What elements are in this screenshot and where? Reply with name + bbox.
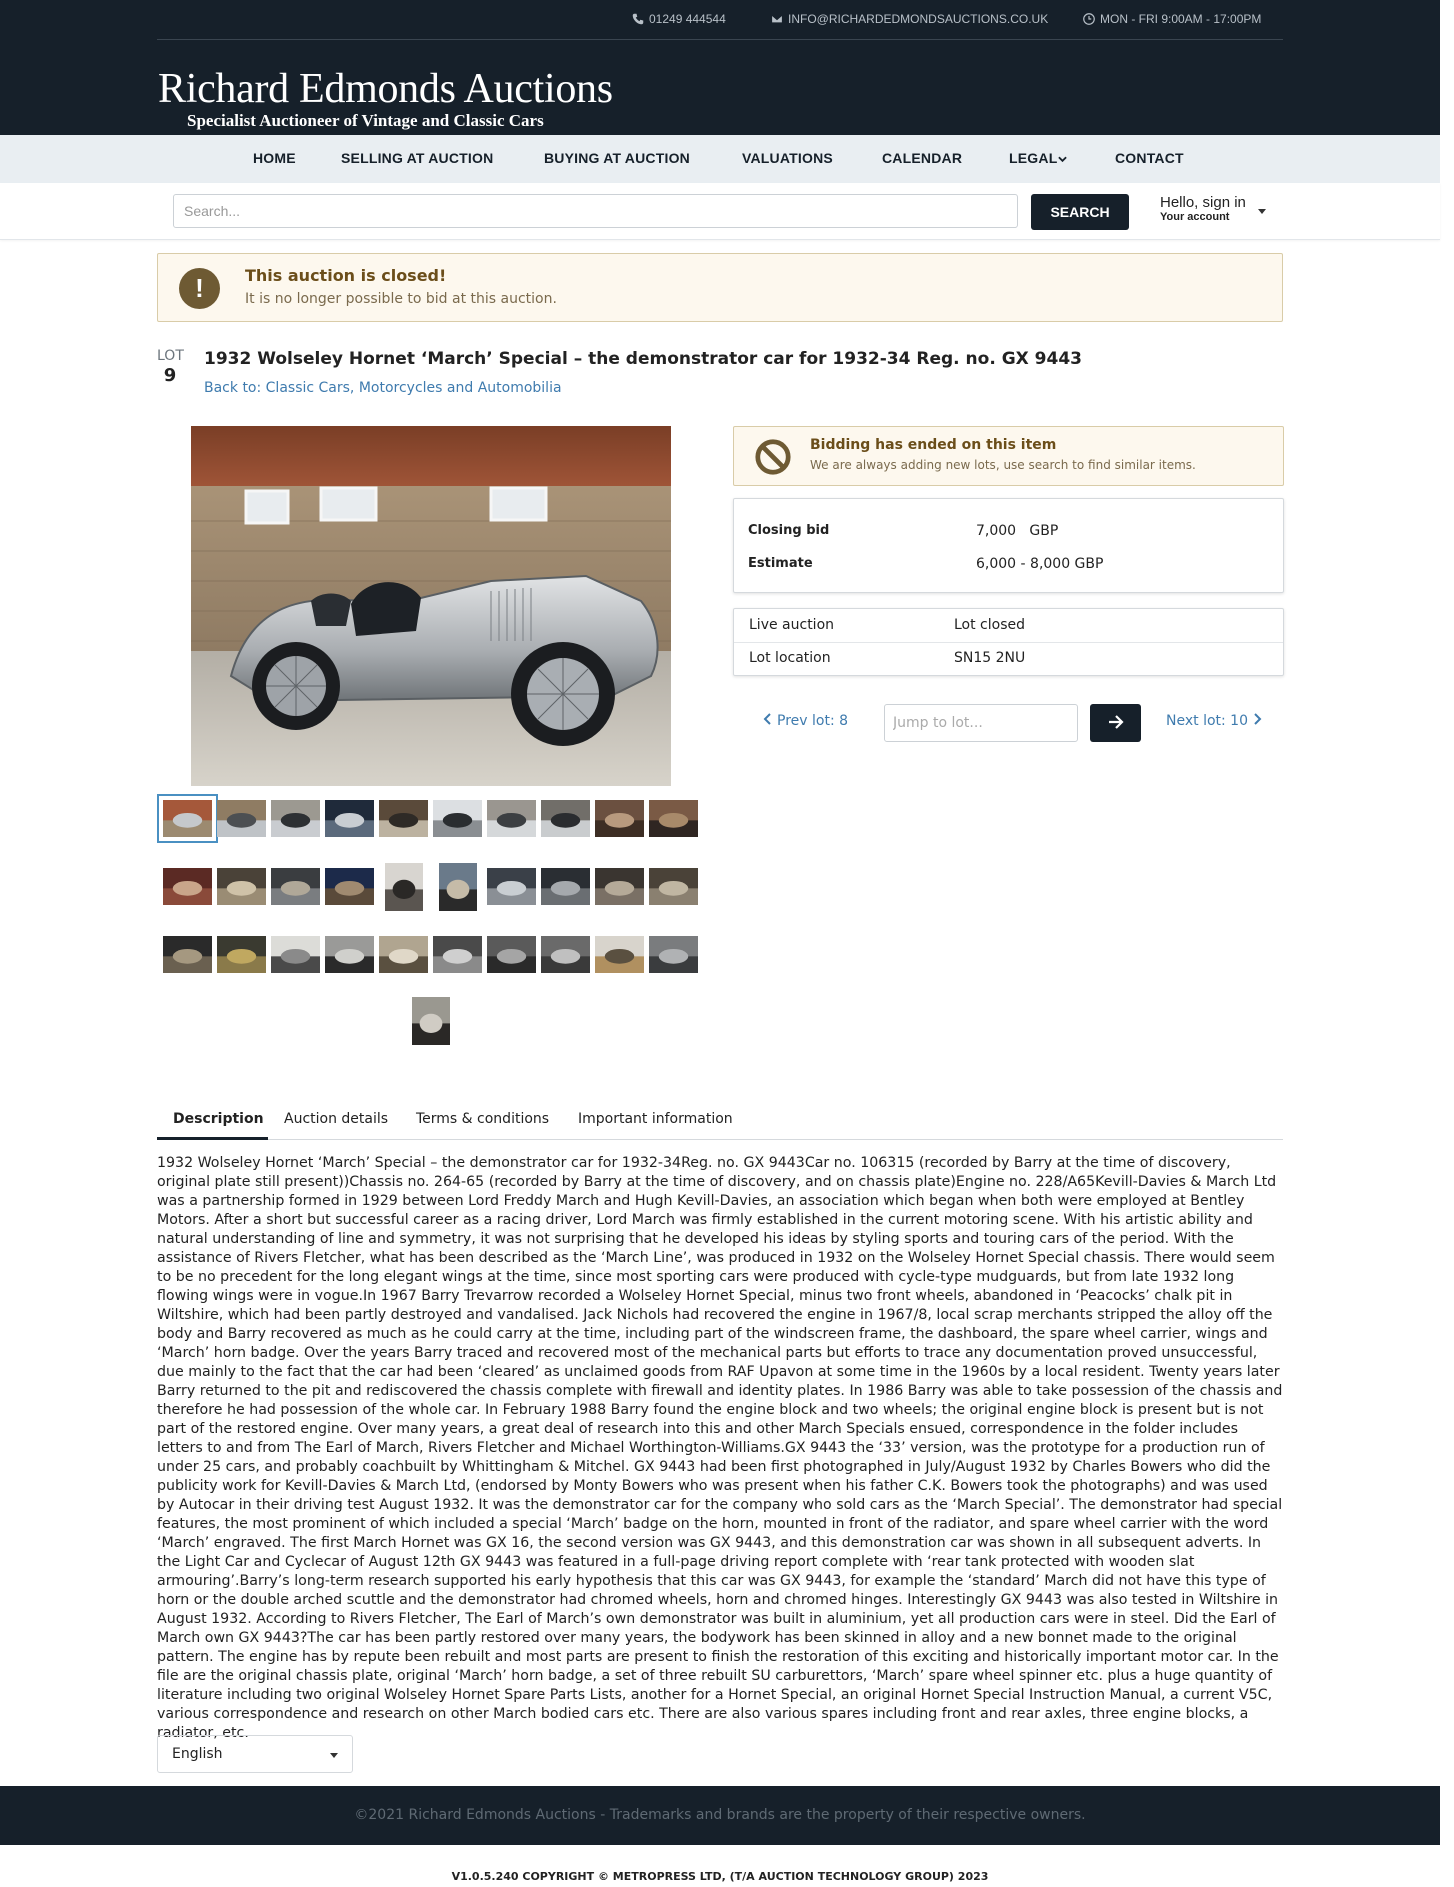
gallery-thumbnail[interactable] xyxy=(649,800,698,837)
footer-text: ©2021 Richard Edmonds Auctions - Trademarks and brands are the property of their respective owners. xyxy=(354,1807,1086,1823)
email-address: INFO@RICHARDEDMONDSAUCTIONS.CO.UK xyxy=(788,12,1049,26)
estimate-label: Estimate xyxy=(748,556,813,571)
back-to-auction-link[interactable]: Back to: Classic Cars, Motorcycles and Automobilia xyxy=(204,380,562,396)
gallery-thumbnail[interactable] xyxy=(412,997,450,1045)
nav-selling-at-auction[interactable]: SELLING AT AUCTION xyxy=(341,150,494,166)
estimate-value: 6,000 - 8,000 GBP xyxy=(976,556,1104,572)
live-auction-value: Lot closed xyxy=(954,617,1026,633)
gallery-thumbnail[interactable] xyxy=(325,800,374,837)
account-greeting: Hello, sign in xyxy=(1160,194,1246,211)
nav-valuations[interactable]: VALUATIONS xyxy=(742,150,833,166)
gallery-thumbnail[interactable] xyxy=(487,868,536,905)
alert-title: This auction is closed! xyxy=(245,266,447,285)
gallery-thumbnail[interactable] xyxy=(163,868,212,905)
bidding-ended-title: Bidding has ended on this item xyxy=(810,437,1057,453)
alert-text: It is no longer possible to bid at this auction. xyxy=(245,291,557,307)
caret-down-icon xyxy=(330,1753,338,1758)
gallery-thumbnail[interactable] xyxy=(595,868,644,905)
gallery-thumbnail[interactable] xyxy=(217,936,266,973)
closing-bid-label: Closing bid xyxy=(748,523,830,538)
next-lot-link[interactable] xyxy=(1166,713,1262,729)
prev-lot-link[interactable] xyxy=(763,713,848,729)
gallery-thumbnail[interactable] xyxy=(325,936,374,973)
gallery-thumbnail[interactable] xyxy=(541,936,590,973)
jump-to-lot-button[interactable] xyxy=(1090,704,1141,742)
tab-terms-conditions[interactable]: Terms & conditions xyxy=(416,1111,550,1127)
account-caret-icon[interactable] xyxy=(1258,209,1266,214)
email-contact[interactable] xyxy=(771,12,1048,26)
envelope-icon xyxy=(771,13,783,25)
active-tab-indicator xyxy=(157,1137,268,1140)
nav-legal[interactable] xyxy=(1009,150,1067,166)
gallery-thumbnail[interactable] xyxy=(433,800,482,837)
contact-bar xyxy=(157,0,1283,40)
prev-lot-label: Prev lot: 8 xyxy=(777,713,849,729)
gallery-thumbnail[interactable] xyxy=(439,863,477,911)
gallery-thumbnail[interactable] xyxy=(433,936,482,973)
hours-text: MON - FRI 9:00AM - 17:00PM xyxy=(1100,12,1262,26)
account-menu[interactable] xyxy=(1160,195,1246,223)
auction-closed-alert xyxy=(157,253,1283,322)
next-lot-label: Next lot: 10 xyxy=(1166,713,1248,729)
closing-bid-value: 7,000 GBP xyxy=(976,523,1059,539)
gallery-thumbnail[interactable] xyxy=(487,800,536,837)
language-selected: English xyxy=(172,1746,223,1762)
phone-contact[interactable] xyxy=(632,12,726,26)
gallery-thumbnail[interactable] xyxy=(379,936,428,973)
gallery-thumbnail[interactable] xyxy=(541,800,590,837)
gallery-thumbnail[interactable] xyxy=(217,800,266,837)
main-navigation xyxy=(0,135,1440,183)
nav-buying-at-auction[interactable]: BUYING AT AUCTION xyxy=(544,150,690,166)
phone-number: 01249 444544 xyxy=(649,12,726,26)
search-button[interactable]: SEARCH xyxy=(1031,194,1129,230)
chevron-down-icon xyxy=(1058,155,1067,163)
opening-hours xyxy=(1083,12,1261,26)
chevron-right-icon xyxy=(1253,713,1262,725)
gallery-thumbnail[interactable] xyxy=(163,936,212,973)
lot-tabs xyxy=(157,1100,1283,1140)
copyright-text: V1.0.5.240 COPYRIGHT © METROPRESS LTD, (T/A AUCTION TECHNOLOGY GROUP) 2023 xyxy=(451,1870,989,1883)
language-select[interactable] xyxy=(157,1735,353,1773)
site-logo[interactable] xyxy=(158,68,613,130)
gallery-thumbnail[interactable] xyxy=(487,936,536,973)
gallery-thumbnail[interactable] xyxy=(325,868,374,905)
bid-summary xyxy=(733,498,1284,593)
chevron-left-icon xyxy=(763,713,772,725)
live-auction-label: Live auction xyxy=(749,617,835,633)
car-photo xyxy=(191,426,671,786)
account-label: Your account xyxy=(1160,211,1230,223)
lot-title: 1932 Wolseley Hornet ‘March’ Special – the demonstrator car for 1932-34 Reg. no. GX 9443 xyxy=(204,349,1082,369)
gallery-thumbnail[interactable] xyxy=(649,868,698,905)
tab-auction-details[interactable]: Auction details xyxy=(284,1111,389,1127)
lot-label: LOT xyxy=(157,348,184,364)
search-bar xyxy=(0,183,1440,240)
lot-number: 9 xyxy=(163,365,177,386)
site-header xyxy=(0,0,1440,135)
gallery-thumbnail[interactable] xyxy=(271,800,320,837)
gallery-thumbnail[interactable] xyxy=(385,863,423,911)
gallery-thumbnail[interactable] xyxy=(271,936,320,973)
main-lot-image[interactable] xyxy=(191,426,671,786)
jump-to-lot-input[interactable] xyxy=(884,704,1078,742)
clock-icon xyxy=(1083,13,1095,25)
bidding-ended-alert xyxy=(733,426,1284,486)
tab-important-information[interactable]: Important information xyxy=(578,1111,733,1127)
gallery-thumbnail[interactable] xyxy=(271,868,320,905)
lot-description: 1932 Wolseley Hornet ‘March’ Special – the demonstrator car for 1932-34Reg. no. GX 9443Car no. 106315 (recorded by Barry at the time of discovery, original plate still present))Chassis no. 264-65 (recorded by Barry at the time of discovery, and on chassis plate)Engine no. 228/A65Kevill-Davies & March Ltd was a partnership formed in 1929 between Lord Freddy March and Hugh Kevill-Davies, an association which began when both were employed at Bentley Motors. After a short but successful career as a racing driver, Lord March was firmly established in the current motoring scene. With his artistic ability and natural understanding of line and symmetry, it was not surprising that he developed his ideas by styling sports and touring cars of the period. With the assistance of Rivers Fletcher, what has been described as the ‘March Line’, was produced in 1932 on the Wolseley Hornet Special chassis. There would seem to be no precedent for the long elegant wings at the time, since most sporting cars were produced with cycle-type mudguards, but from late 1932 long flowing wings were in vogue.In 1967 Barry Trevarrow recorded a Wolseley Hornet Special, minus two front wheels, abandoned in ‘Peacocks’ chalk pit in Wiltshire, which had been partly destroyed and vandalised. Jack Nichols had recovered the engine in 1967/8, local scrap merchants stripped the alloy off the body and Barry recovered as much as he could carry at the time, including part of the windscreen frame, the dashboard, the spare wheel carrier, wings and ‘March’ horn badge. Over the years Barry traced and recovered most of the mechanical parts but efforts to trace any documentation proved unsuccessful, due mainly to the fact that the car had been ‘cleared’ as unclaimed goods from RAF Upavon at some time in the 1960s by a local resident. Twenty years later Barry returned to the pit and rediscovered the chassis complete with firewall and identity plates. In 1986 Barry was able to take possession of the chassis and therefore he had possession of the whole car. In February 1988 Barry found the engine block and two wheels; the original engine block is present but is not part of the restored engine. Over many years, a great deal of research into this and other March Specials ensued, correspondence in the folder includes letters to and from The Earl of March, Rivers Fletcher and Michael Worthington-Williams.GX 9443 the ‘33’ version, was the prototype for a production run of under 25 cars, and probably coachbuilt by Whittingham & Mitchel. GX 9443 had been first photographed in July/August 1932 by Charles Bowers who did the publicity work for Kevill-Davies & March Ltd, (endorsed by Monty Bowers who was present when his father C.K. Bowers took the photographs) and was used by Autocar in their driving test August 1932. It was the demonstrator car for the company who sold cars as the ‘March Special’. The demonstrator had special features, the most prominent of which included a special ‘March’ badge on the horn, mounted in front of the radiator, and spare wheel carrier with the word ‘March’ engraved. The first March Hornet was GX 16, the second version was GX 9443, and this demonstration car was shown in all subsequent adverts. In the Light Car and Cyclecar of August 12th GX 9443 was featured in a full-page driving report complete with ‘rear tank protected with wooden slat armouring’.Barry’s long-term research supported his early hypothesis that this car was GX 9443, for example the ‘standard’ March did not have this type of horn or the double arched scuttle and the demonstrator had chromed wheels, horn and chromed hinges. Interestingly GX 9443 was also tested in Wiltshire in August 1932. According to Rivers Fletcher, The Earl of March’s own demonstrator was built in aluminium, yet all production cars were in steel. Did the Earl of March own GX 9443?The car has been partly restored over many years, the bodywork has been skinned in alloy and a new bonnet made to the original pattern. The engine has by repute been rebuilt and most parts are present to finish the restoration of this exciting and historically important motor car. In the file are the original chassis plate, original ‘March’ horn badge, a set of three rebuilt SU carburettors, ‘March’ spare wheel spinner etc. plus a huge quantity of literature including two original Wolseley Hornet Spare Parts Lists, another for a Hornet Special, an original Hornet Special Instruction Manual, a current V5C, various correspondence and research on other March bodied cars etc. There are also various spares including front and rear axles, three engine blocks, a radiator, etc. xyxy=(157,1155,1283,1741)
lot-location-value: SN15 2NU xyxy=(954,650,1026,666)
tab-description[interactable]: Description xyxy=(173,1111,264,1127)
logo-title: Richard Edmonds Auctions xyxy=(158,66,613,112)
gallery-thumbnail[interactable] xyxy=(379,800,428,837)
arrow-right-icon xyxy=(1108,715,1124,729)
gallery-thumbnail[interactable] xyxy=(541,868,590,905)
info-divider xyxy=(734,642,1283,643)
exclamation-icon: ! xyxy=(179,268,220,309)
bidding-ended-text: We are always adding new lots, use search to find similar items. xyxy=(810,458,1196,472)
gallery-thumbnail[interactable] xyxy=(217,868,266,905)
lot-location-label: Lot location xyxy=(749,650,831,666)
gallery-thumbnail[interactable] xyxy=(595,936,644,973)
ban-icon xyxy=(754,438,792,476)
nav-calendar[interactable]: CALENDAR xyxy=(882,150,963,166)
site-footer xyxy=(0,1786,1440,1845)
gallery-thumbnail[interactable] xyxy=(595,800,644,837)
gallery-thumbnail[interactable] xyxy=(163,800,212,837)
lot-info xyxy=(733,608,1284,676)
phone-icon xyxy=(632,13,644,25)
logo-subtitle: Specialist Auctioneer of Vintage and Classic Cars xyxy=(187,111,544,130)
nav-home[interactable]: HOME xyxy=(253,150,296,166)
nav-legal-label: LEGAL xyxy=(1009,150,1058,166)
gallery-thumbnail[interactable] xyxy=(649,936,698,973)
search-input[interactable] xyxy=(173,194,1018,228)
nav-contact[interactable]: CONTACT xyxy=(1115,150,1184,166)
